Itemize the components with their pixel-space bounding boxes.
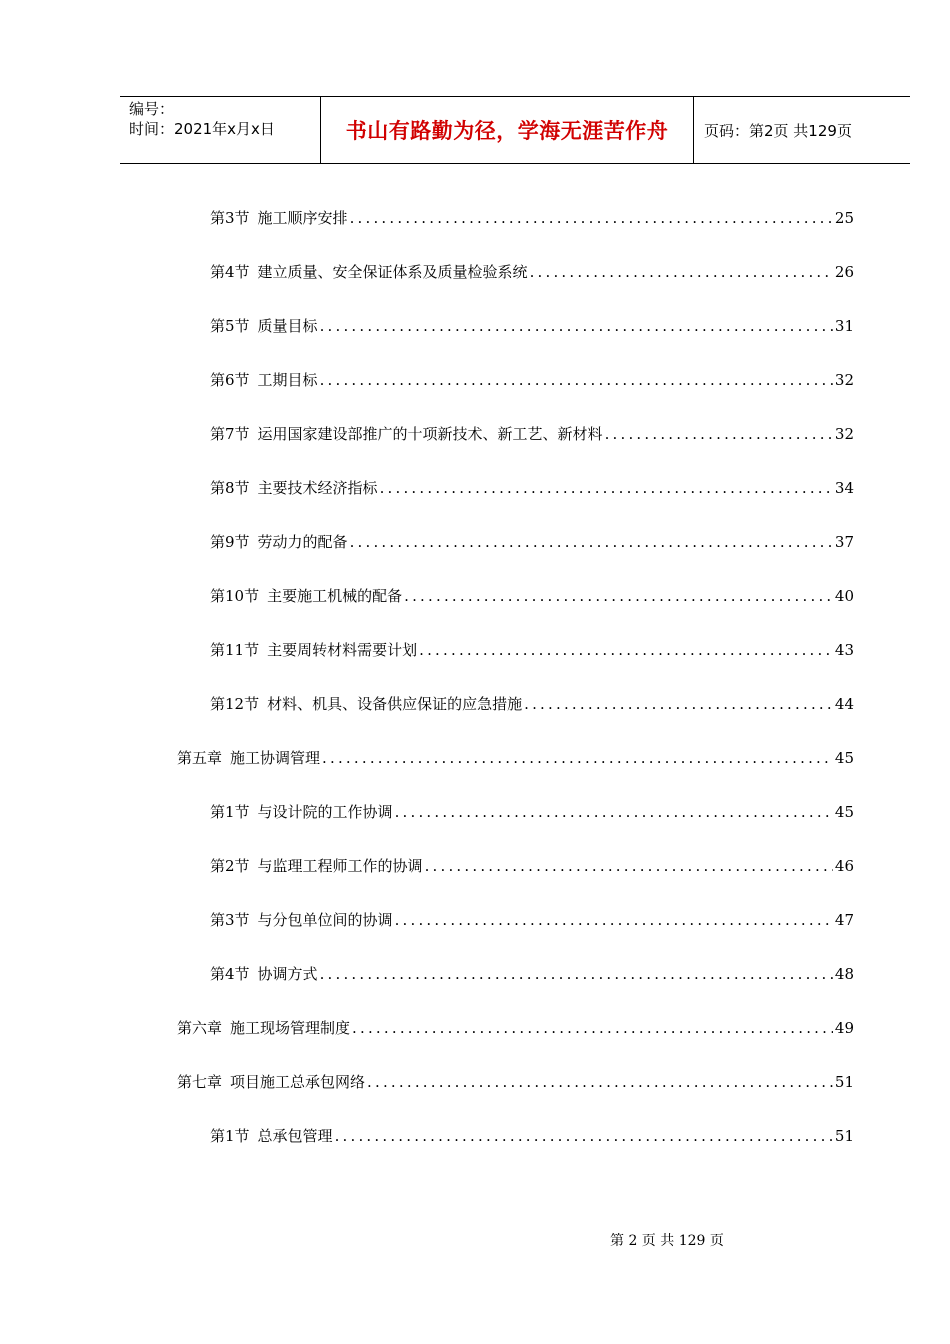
toc-leader-dots: [419, 639, 833, 661]
toc-entry-title: 与设计院的工作协调: [257, 803, 393, 821]
toc-entry-number: 第4节: [210, 263, 250, 281]
toc-entry-number: 第1节: [210, 1127, 250, 1145]
toc-entry-number: 第5节: [210, 317, 250, 335]
page-footer: 第 2 页 共 129 页: [610, 1233, 724, 1249]
toc-entry[interactable]: [177, 1071, 854, 1093]
toc-entry-number: 第七章: [177, 1073, 223, 1091]
toc-entry[interactable]: [177, 747, 854, 769]
toc-entry-page: 45: [834, 803, 854, 821]
toc-leader-dots: [380, 477, 833, 499]
toc-entry[interactable]: [210, 801, 854, 823]
toc-entry-number: 第1节: [210, 803, 250, 821]
toc-entry[interactable]: [210, 423, 854, 445]
toc-entry-number: 第8节: [210, 479, 250, 497]
toc-entry-title: 劳动力的配备: [257, 533, 348, 551]
toc-entry-title: 建立质量、安全保证体系及质量检验系统: [257, 263, 528, 281]
toc-leader-dots: [350, 207, 833, 229]
toc-entry[interactable]: [210, 1125, 854, 1147]
toc-entry-title: 质量目标: [257, 317, 318, 335]
toc-entry-page: 40: [834, 587, 854, 605]
code-label: 编号：: [129, 100, 175, 118]
toc-entry[interactable]: [210, 369, 854, 391]
time-label: 时间：2021年x月x日: [129, 120, 275, 138]
toc-entry-number: 第10节: [210, 587, 260, 605]
toc-entry-title: 项目施工总承包网络: [230, 1073, 366, 1091]
toc-entry-title: 施工顺序安排: [257, 209, 348, 227]
toc-leader-dots: [605, 423, 833, 445]
toc-entry-title: 与监理工程师工作的协调: [257, 857, 423, 875]
toc-entry[interactable]: [210, 207, 854, 229]
page-header: [120, 96, 910, 164]
toc-entry-page: 48: [834, 965, 854, 983]
toc-entry-title: 施工现场管理制度: [230, 1019, 351, 1037]
toc-entry-page: 37: [834, 533, 854, 551]
toc-entry-page: 31: [834, 317, 854, 335]
toc-entry-page: 43: [834, 641, 854, 659]
toc-leader-dots: [350, 531, 833, 553]
toc-leader-dots: [322, 747, 833, 769]
toc-entry[interactable]: [210, 639, 854, 661]
toc-entry-page: 47: [834, 911, 854, 929]
toc-entry-title: 运用国家建设部推广的十项新技术、新工艺、新材料: [257, 425, 603, 443]
toc-entry-title: 总承包管理: [257, 1127, 333, 1145]
header-meta: [120, 97, 321, 163]
toc-entry-title: 与分包单位间的协调: [257, 911, 393, 929]
toc-entry-number: 第9节: [210, 533, 250, 551]
toc-entry[interactable]: [210, 909, 854, 931]
toc-entry-title: 协调方式: [257, 965, 318, 983]
toc-entry-number: 第7节: [210, 425, 250, 443]
toc-entry-title: 主要施工机械的配备: [267, 587, 403, 605]
toc-entry-number: 第4节: [210, 965, 250, 983]
toc-entry[interactable]: [210, 855, 854, 877]
toc-leader-dots: [530, 261, 833, 283]
toc-entry-page: 32: [834, 425, 854, 443]
toc-leader-dots: [524, 693, 833, 715]
toc-entry-number: 第6节: [210, 371, 250, 389]
toc-leader-dots: [395, 909, 833, 931]
toc-leader-dots: [335, 1125, 833, 1147]
toc-entry[interactable]: [210, 693, 854, 715]
toc-leader-dots: [320, 369, 833, 391]
toc-entry-title: 主要周转材料需要计划: [267, 641, 418, 659]
toc-entry-page: 51: [834, 1127, 854, 1145]
toc-leader-dots: [367, 1071, 833, 1093]
toc-leader-dots: [320, 963, 833, 985]
header-motto: 书山有路勤为径，学海无涯苦作舟: [321, 97, 694, 163]
toc-entry[interactable]: [210, 585, 854, 607]
toc-entry-page: 51: [834, 1073, 854, 1091]
toc-entry-page: 46: [834, 857, 854, 875]
toc-entry-number: 第五章: [177, 749, 223, 767]
toc-entry-page: 49: [834, 1019, 854, 1037]
toc-entry-title: 工期目标: [257, 371, 318, 389]
toc-entry-title: 材料、机具、设备供应保证的应急措施: [267, 695, 523, 713]
toc-entry[interactable]: [210, 477, 854, 499]
toc-entry-page: 45: [834, 749, 854, 767]
toc-entry-number: 第2节: [210, 857, 250, 875]
toc-leader-dots: [425, 855, 833, 877]
toc-entry-number: 第3节: [210, 911, 250, 929]
toc-leader-dots: [320, 315, 833, 337]
toc-entry-title: 主要技术经济指标: [257, 479, 378, 497]
toc-entry-page: 44: [834, 695, 854, 713]
toc-entry[interactable]: [177, 1017, 854, 1039]
toc-entry[interactable]: [210, 963, 854, 985]
header-page-info: 页码：第2页 共129页: [704, 121, 852, 140]
toc-leader-dots: [395, 801, 833, 823]
toc-entry-number: 第12节: [210, 695, 260, 713]
toc-leader-dots: [404, 585, 833, 607]
toc-entry-number: 第六章: [177, 1019, 223, 1037]
toc-entry-number: 第3节: [210, 209, 250, 227]
toc-entry[interactable]: [210, 531, 854, 553]
toc-entry-page: 34: [834, 479, 854, 497]
toc-entry-page: 25: [834, 209, 854, 227]
toc-leader-dots: [352, 1017, 833, 1039]
toc-entry-page: 32: [834, 371, 854, 389]
toc-entry-number: 第11节: [210, 641, 260, 659]
toc-entry[interactable]: [210, 261, 854, 283]
toc-entry[interactable]: [210, 315, 854, 337]
toc-entry-page: 26: [834, 263, 854, 281]
toc-entry-title: 施工协调管理: [230, 749, 321, 767]
